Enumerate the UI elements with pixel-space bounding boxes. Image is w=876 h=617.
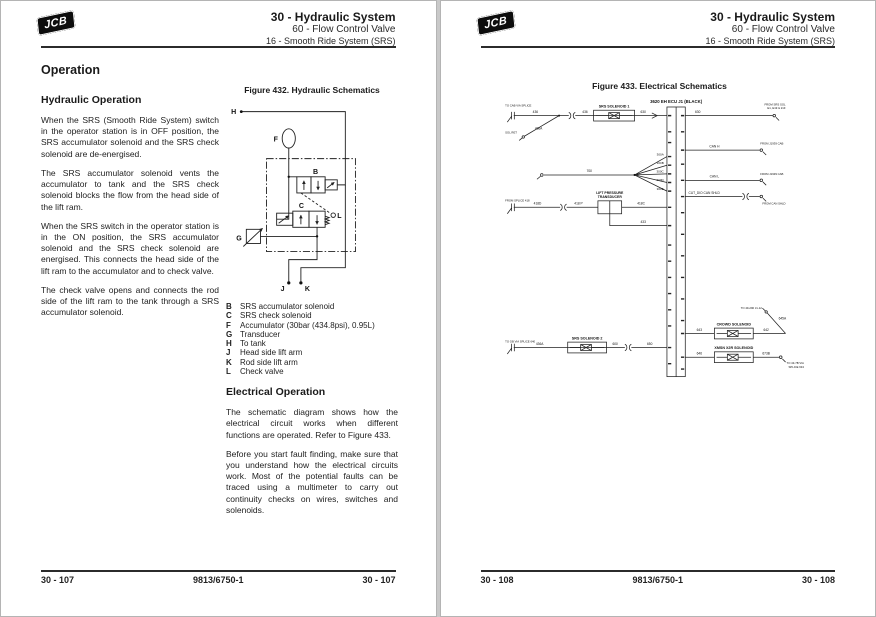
footer-page-left: 30 - 107 bbox=[41, 575, 75, 585]
header-title: 30 - Hydraulic System bbox=[270, 10, 396, 24]
splice-symbol-icon bbox=[507, 204, 514, 214]
legend-key: F bbox=[226, 320, 231, 330]
hydraulic-pipework bbox=[241, 112, 355, 282]
wire-label: 418C bbox=[636, 201, 645, 206]
wire-label: 300C bbox=[655, 169, 664, 174]
label-l: L bbox=[337, 213, 342, 221]
endpoint-label: TO 49-290 J1-12 bbox=[740, 306, 762, 311]
transducer-symbol bbox=[243, 228, 262, 246]
legend-key: G bbox=[226, 329, 233, 339]
wire-label: CUT_DIO CAN SHLD bbox=[688, 190, 720, 195]
jcb-logo-text: JCB bbox=[43, 14, 68, 32]
wire-label: 673B bbox=[761, 351, 770, 356]
label-k: K bbox=[304, 285, 311, 293]
endpoint-label: TO CAB VIA SPLICE bbox=[504, 103, 531, 108]
ring-terminal-icon bbox=[522, 136, 524, 138]
page-footer bbox=[481, 575, 836, 585]
component-label: TRANSDUCER bbox=[597, 195, 622, 200]
terminal-tail bbox=[762, 182, 765, 185]
legend-key: H bbox=[226, 339, 232, 349]
wire-label: 436 bbox=[532, 109, 538, 114]
legend-text: SRS check solenoid bbox=[240, 311, 312, 321]
page-header bbox=[266, 10, 396, 47]
footer-page-right: 30 - 107 bbox=[362, 575, 396, 585]
wire-label: 646 bbox=[696, 351, 702, 356]
crowd-solenoid-box bbox=[714, 328, 753, 339]
wire-label: 300D bbox=[655, 178, 664, 183]
figure-432-caption: Figure 432. Hydraulic Schematics bbox=[244, 85, 380, 95]
valve-block-enclosure bbox=[267, 159, 356, 252]
page-left bbox=[0, 0, 437, 617]
ecu-pin-ticks bbox=[680, 116, 683, 369]
paragraph: Before you start fault finding, make sure that you understand how the electrical circuits work. Most of the potential faults can be traced using a multimeter to carry out continuity checks on wires, switches and solenoids. bbox=[226, 448, 398, 515]
pipe-rod-side bbox=[298, 185, 345, 281]
wire-label: 300E bbox=[656, 186, 664, 191]
legend-key: B bbox=[226, 302, 232, 311]
page-right bbox=[440, 0, 876, 617]
wire-label: 650 bbox=[646, 341, 652, 346]
legend-text: To tank bbox=[240, 339, 266, 349]
check-valve-symbol bbox=[331, 213, 335, 217]
wire-label: 700 bbox=[586, 169, 592, 174]
legend-text: Check valve bbox=[240, 366, 284, 376]
ring-terminal-icon bbox=[772, 114, 775, 117]
paragraph: When the SRS switch in the operator station is in the ON position, the SRS accumulator solenoid and the SRS check solenoid are energised. This connects the head side of the lift ram to the accumulator and to check valve. bbox=[41, 220, 219, 276]
inline-connector-icon bbox=[742, 193, 748, 199]
electrical-labels bbox=[505, 99, 804, 369]
ring-terminal-icon bbox=[760, 195, 763, 198]
wire-label: 300A bbox=[656, 152, 664, 157]
header-subtitle-2: 16 - Smooth Ride System (SRS) bbox=[705, 35, 835, 46]
header-rule bbox=[41, 46, 396, 48]
footer-page-left: 30 - 108 bbox=[480, 575, 514, 585]
wire-label: CAN L bbox=[709, 174, 719, 179]
header-rule bbox=[481, 46, 836, 48]
paragraph: The SRS accumulator solenoid vents the accumulator to tank and the SRS check solenoid blocks the flow from the head side of the lift ram. bbox=[41, 167, 219, 212]
legend-text: Transducer bbox=[240, 329, 281, 339]
wire-label: 630 bbox=[694, 109, 700, 114]
component-label: SRS SOLENOID 2 bbox=[571, 336, 602, 341]
wire-label: 433 bbox=[640, 219, 646, 224]
figure-432-legend bbox=[226, 302, 398, 376]
hydraulic-operation-heading: Hydraulic Operation bbox=[41, 94, 142, 106]
wire-label: 600 bbox=[611, 341, 618, 346]
paragraph: The schematic diagram shows how the electrical circuit works when different functions are operated. Refer to Figure 433. bbox=[226, 407, 398, 440]
wire-label: 300B bbox=[656, 160, 664, 165]
ring-terminal-icon bbox=[540, 174, 543, 177]
legend-text: Rod side lift arm bbox=[240, 357, 298, 367]
endpoint-label: SOL RET bbox=[504, 130, 517, 135]
header-title: 30 - Hydraulic System bbox=[710, 10, 835, 24]
label-c: C bbox=[298, 203, 304, 211]
electrical-schematic bbox=[503, 94, 805, 381]
terminal-tail bbox=[782, 359, 785, 362]
electrical-operation-block bbox=[226, 386, 398, 516]
transducer-box bbox=[597, 201, 621, 214]
endpoint-label: TO 43-7B VIA bbox=[786, 361, 804, 366]
splice-symbol-icon bbox=[507, 344, 514, 354]
legend-row bbox=[226, 302, 398, 311]
hydraulic-labels bbox=[231, 109, 342, 293]
legend-key: L bbox=[226, 366, 231, 376]
endpoint-label: FROM J1939 CAB bbox=[759, 141, 783, 146]
legend-text: Head side lift arm bbox=[240, 348, 303, 358]
legend-text: Accumulator (30bar (434.8psi), 0.95L) bbox=[240, 320, 375, 330]
label-f: F bbox=[273, 136, 278, 144]
terminal-tail bbox=[762, 152, 765, 155]
page-header bbox=[705, 10, 835, 47]
component-label: CROWD SOLENOID bbox=[716, 322, 751, 327]
header-subtitle-1: 60 - Flow Control Valve bbox=[292, 24, 396, 36]
pipe-head-side bbox=[260, 227, 317, 281]
wire-label: 436 bbox=[581, 109, 588, 114]
legend-text: SRS accumulator solenoid bbox=[240, 302, 335, 311]
label-b: B bbox=[313, 168, 319, 176]
figure-433-block bbox=[503, 81, 817, 381]
ring-terminal-icon bbox=[760, 179, 763, 182]
endpoint-label: FROM J1939 CAB bbox=[759, 171, 783, 176]
legend-row bbox=[226, 358, 398, 367]
solenoid-1-box bbox=[593, 110, 634, 121]
endpoint-label: FROM CAN SHLD bbox=[761, 201, 786, 206]
wire-label: 436A bbox=[534, 126, 542, 131]
footer-doc-number: 9813/6750-1 bbox=[632, 575, 684, 585]
hydraulic-schematic bbox=[226, 98, 398, 296]
xmsn-solenoid-box bbox=[714, 352, 753, 363]
footer-page-right: 30 - 108 bbox=[801, 575, 835, 585]
legend-key: C bbox=[226, 311, 232, 321]
terminal-tail bbox=[519, 138, 522, 140]
electrical-junctions bbox=[558, 115, 636, 176]
jcb-logo-text: JCB bbox=[483, 14, 508, 32]
paragraph: When the SRS (Smooth Ride System) switch in the operator station is in OFF position, the SRS accumulator solenoid and the SRS check solenoid are de-energised. bbox=[41, 115, 219, 159]
wire-label: 630 bbox=[640, 109, 646, 114]
figure-column bbox=[226, 85, 398, 524]
wire-label: 418 P bbox=[573, 201, 583, 206]
page-footer bbox=[41, 575, 396, 585]
spring-symbol bbox=[325, 216, 329, 224]
endpoint-label: FROM SRS SOL bbox=[763, 102, 786, 107]
jcb-logo bbox=[476, 10, 515, 36]
ring-terminal-icon bbox=[779, 356, 782, 359]
accumulator-symbol bbox=[282, 129, 295, 148]
ring-terminal-icon bbox=[760, 149, 763, 152]
ecu-connector bbox=[666, 107, 684, 377]
terminal-tail bbox=[762, 308, 765, 311]
ring-terminal-icon bbox=[764, 311, 766, 313]
legend-row bbox=[226, 339, 398, 348]
ecu-label: 3620 EH ECU J1 (BLACK) bbox=[649, 99, 702, 105]
wire-label: 436A bbox=[535, 341, 543, 346]
inline-connector-icon bbox=[560, 204, 566, 210]
splice-symbol-icon bbox=[507, 112, 514, 122]
wire-700-fanout bbox=[543, 157, 666, 192]
hydraulic-junctions bbox=[240, 110, 318, 284]
legend-row bbox=[226, 321, 398, 330]
legend-row bbox=[226, 348, 398, 357]
component-label: XMSN X2R SOLENOID bbox=[713, 346, 753, 351]
label-h: H bbox=[231, 109, 237, 117]
legend-row bbox=[226, 330, 398, 339]
electrical-operation-heading: Electrical Operation bbox=[226, 386, 326, 399]
label-g: G bbox=[236, 235, 242, 243]
wire-label: 645A bbox=[778, 316, 786, 321]
header-subtitle-2: 16 - Smooth Ride System (SRS) bbox=[265, 35, 396, 46]
legend-row bbox=[226, 311, 398, 320]
footer-rule bbox=[41, 570, 396, 572]
endpoint-label: SPLICE 634 bbox=[788, 365, 804, 370]
jcb-logo bbox=[36, 10, 75, 36]
footer-doc-number: 9813/6750-1 bbox=[192, 575, 244, 585]
wire-label: CAN H bbox=[708, 144, 719, 149]
operation-column bbox=[41, 63, 219, 327]
component-label: SRS SOLENOID 1 bbox=[598, 104, 629, 109]
legend-key: K bbox=[226, 357, 232, 367]
component-label: LIFT PRESSURE bbox=[595, 190, 623, 195]
figure-433-caption: Figure 433. Electrical Schematics bbox=[592, 81, 727, 91]
inline-connector-icon bbox=[624, 344, 630, 350]
endpoint-label: TO GB VIA SPLICE 640 bbox=[504, 339, 535, 344]
header-subtitle-1: 60 - Flow Control Valve bbox=[731, 24, 835, 36]
terminal-tail bbox=[775, 117, 778, 120]
section-title: Operation bbox=[41, 63, 101, 77]
endpoint-label: FROM SPLICE 418 bbox=[504, 198, 530, 203]
solenoid-valve-b bbox=[297, 177, 337, 193]
inline-connector-icon bbox=[568, 112, 574, 118]
footer-rule bbox=[481, 570, 836, 572]
terminal-tail bbox=[536, 176, 540, 179]
endpoint-label: E1, E19 & 21F bbox=[766, 106, 786, 111]
solenoid-valve-c bbox=[277, 211, 330, 227]
wire-label: 642 bbox=[762, 327, 769, 332]
wire-label: 643 bbox=[696, 327, 702, 332]
pilot-line bbox=[298, 193, 330, 213]
paragraph: The check valve opens and connects the rod side of the lift ram to the tank through a SRS accumulator solenoid. bbox=[41, 284, 219, 318]
legend-key: J bbox=[226, 348, 231, 358]
legend-row bbox=[226, 367, 398, 376]
ecu-pin-ticks bbox=[668, 116, 671, 364]
pipe-to-tank bbox=[241, 112, 345, 185]
label-j: J bbox=[280, 285, 285, 293]
wire-label: 418D bbox=[533, 201, 541, 206]
